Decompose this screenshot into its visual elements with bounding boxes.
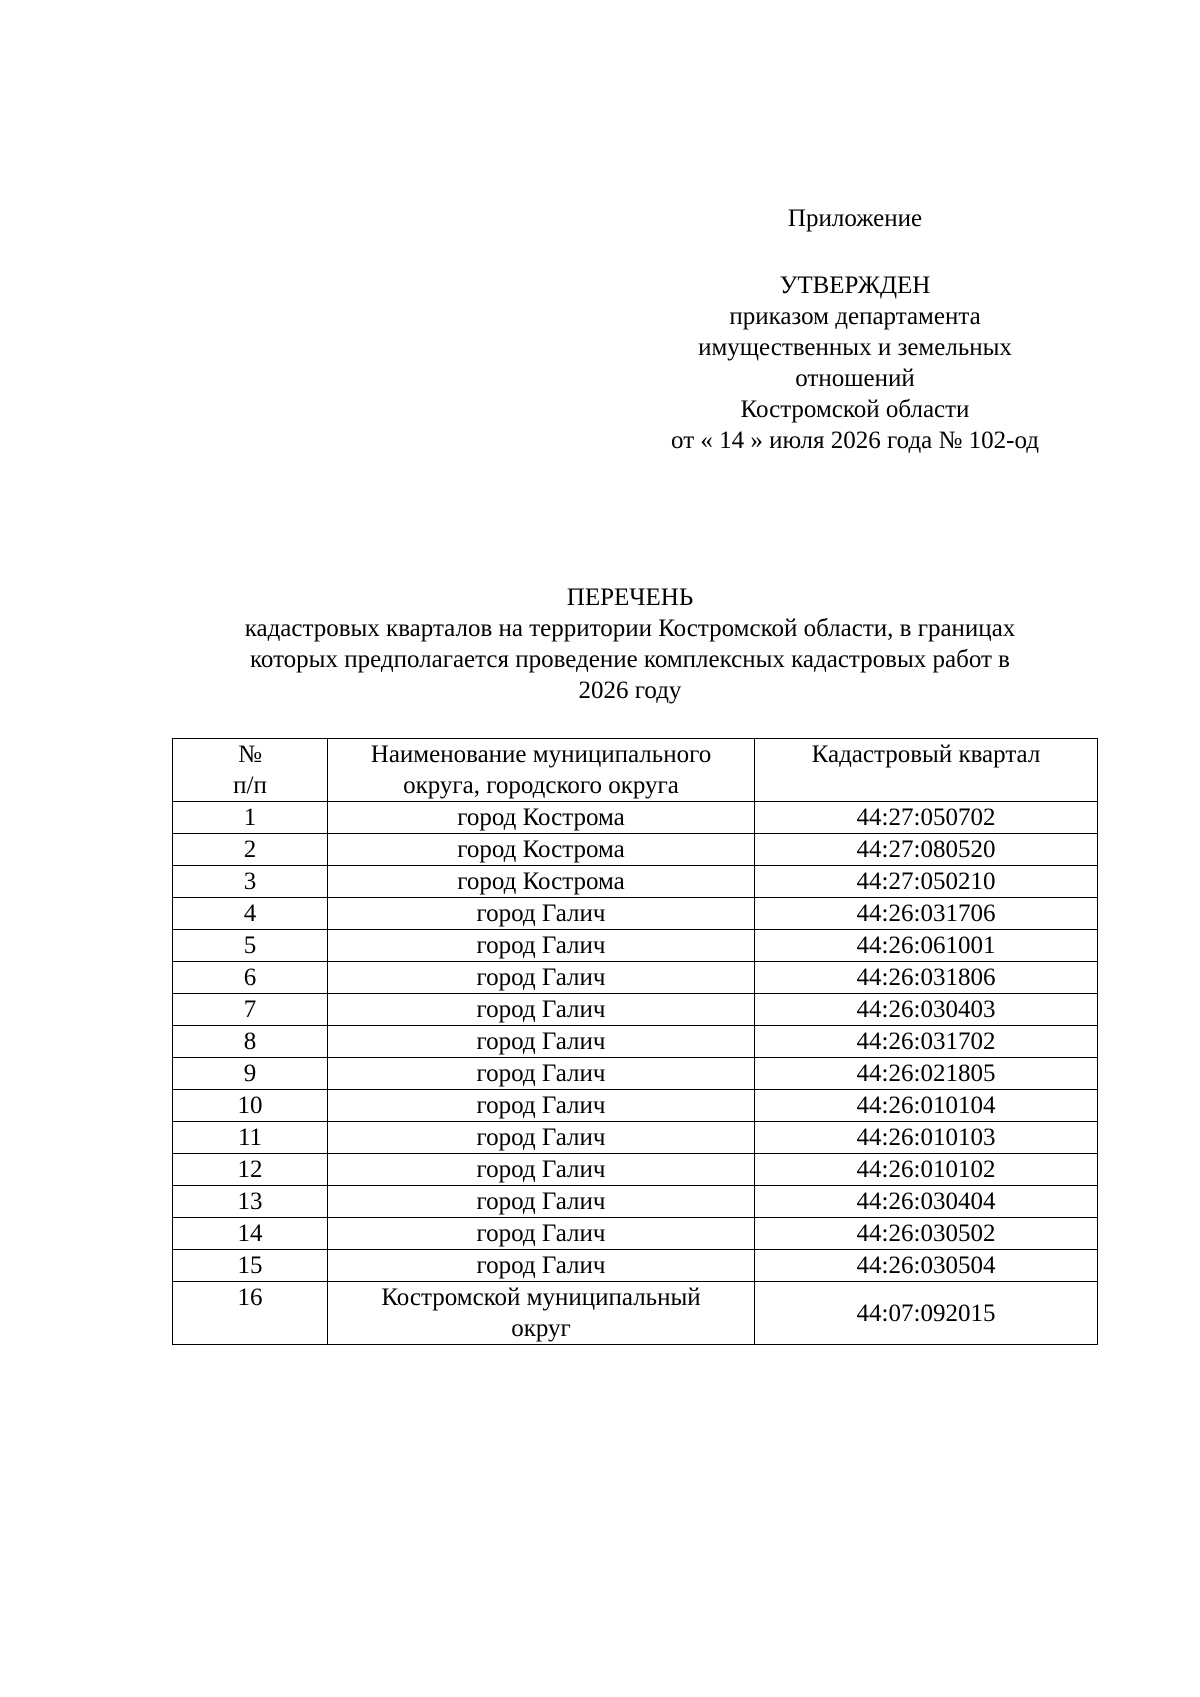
table-row <box>173 898 1098 930</box>
row-number: 4 <box>173 898 328 930</box>
row-cadastral-quarter: 44:26:030502 <box>755 1218 1098 1250</box>
approval-line: имущественных и земельных <box>698 334 1012 361</box>
row-municipality: город Галич <box>328 1154 755 1186</box>
row-cadastral-quarter: 44:26:030404 <box>755 1186 1098 1218</box>
header-number <box>173 739 328 802</box>
table-row <box>173 1218 1098 1250</box>
document-title <box>150 582 1110 706</box>
row-municipality: город Кострома <box>328 866 755 898</box>
row-municipality: город Галич <box>328 962 755 994</box>
row-cadastral-quarter: 44:26:031702 <box>755 1026 1098 1058</box>
row-municipality: город Галич <box>328 1058 755 1090</box>
row-municipality: город Галич <box>328 1218 755 1250</box>
row-number: 8 <box>173 1026 328 1058</box>
approval-order-number: от « 14 » июля 2026 года № 102-од <box>671 427 1039 454</box>
approval-stamp <box>640 270 1070 456</box>
table-row <box>173 834 1098 866</box>
row-number: 16 <box>173 1282 328 1345</box>
row-number: 3 <box>173 866 328 898</box>
row-cadastral-quarter: 44:26:030504 <box>755 1250 1098 1282</box>
table-row <box>173 1058 1098 1090</box>
table-row <box>173 962 1098 994</box>
row-number: 2 <box>173 834 328 866</box>
header-municipality-line: Наименование муниципального <box>370 741 712 768</box>
row-municipality: город Галич <box>328 930 755 962</box>
table-row <box>173 930 1098 962</box>
row-municipality-line: округ <box>511 1315 571 1342</box>
table-row <box>173 1090 1098 1122</box>
table-row <box>173 866 1098 898</box>
appendix-label: Приложение <box>787 205 923 232</box>
row-municipality: город Галич <box>328 1122 755 1154</box>
row-number: 9 <box>173 1058 328 1090</box>
row-number: 7 <box>173 994 328 1026</box>
row-municipality: город Кострома <box>328 802 755 834</box>
row-number: 1 <box>173 802 328 834</box>
row-municipality: город Галич <box>328 1250 755 1282</box>
row-number: 14 <box>173 1218 328 1250</box>
row-cadastral-quarter: 44:26:021805 <box>755 1058 1098 1090</box>
table-row <box>173 1250 1098 1282</box>
row-municipality: город Галич <box>328 1090 755 1122</box>
header-number-line: № <box>238 741 262 768</box>
document-heading: ПЕРЕЧЕНЬ <box>566 584 694 611</box>
row-number: 13 <box>173 1186 328 1218</box>
header-municipality <box>328 739 755 802</box>
row-number: 12 <box>173 1154 328 1186</box>
row-municipality: город Галич <box>328 1186 755 1218</box>
cadastral-quarters-table <box>172 738 1098 1345</box>
row-cadastral-quarter: 44:26:031706 <box>755 898 1098 930</box>
header-municipality-line: округа, городского округа <box>403 772 679 799</box>
row-number: 11 <box>173 1122 328 1154</box>
row-municipality-line: Костромской муниципальный <box>381 1284 701 1311</box>
table-row <box>173 1026 1098 1058</box>
row-cadastral-quarter: 44:26:010104 <box>755 1090 1098 1122</box>
row-municipality: город Кострома <box>328 834 755 866</box>
table-row <box>173 1122 1098 1154</box>
row-cadastral-quarter: 44:27:050702 <box>755 802 1098 834</box>
approval-line: приказом департамента <box>729 303 981 330</box>
table-row <box>173 1154 1098 1186</box>
row-number: 10 <box>173 1090 328 1122</box>
table-row <box>173 802 1098 834</box>
approval-heading: УТВЕРЖДЕН <box>779 272 931 299</box>
table-row <box>173 1282 1098 1345</box>
table-header-row <box>173 739 1098 802</box>
row-cadastral-quarter: 44:26:030403 <box>755 994 1098 1026</box>
row-number: 15 <box>173 1250 328 1282</box>
row-cadastral-quarter: 44:26:010102 <box>755 1154 1098 1186</box>
row-municipality: город Галич <box>328 994 755 1026</box>
row-cadastral-quarter: 44:26:031806 <box>755 962 1098 994</box>
document-subtitle-line: кадастровых кварталов на территории Костромской области, в границах <box>244 615 1016 642</box>
row-cadastral-quarter: 44:26:061001 <box>755 930 1098 962</box>
row-cadastral-quarter: 44:07:092015 <box>755 1282 1098 1345</box>
document-subtitle-line: которых предполагается проведение комплексных кадастровых работ в <box>250 646 1010 673</box>
document-subtitle-line: 2026 году <box>578 677 682 704</box>
row-cadastral-quarter: 44:27:080520 <box>755 834 1098 866</box>
row-municipality: город Галич <box>328 1026 755 1058</box>
row-municipality <box>328 1282 755 1345</box>
row-number: 5 <box>173 930 328 962</box>
row-number: 6 <box>173 962 328 994</box>
approval-line: Костромской области <box>740 396 970 423</box>
row-cadastral-quarter: 44:27:050210 <box>755 866 1098 898</box>
table-row <box>173 1186 1098 1218</box>
header-cadastral-quarter: Кадастровый квартал <box>755 739 1098 802</box>
table-row <box>173 994 1098 1026</box>
row-cadastral-quarter: 44:26:010103 <box>755 1122 1098 1154</box>
header-number-line: п/п <box>233 772 267 799</box>
approval-line: отношений <box>795 365 915 392</box>
row-municipality: город Галич <box>328 898 755 930</box>
